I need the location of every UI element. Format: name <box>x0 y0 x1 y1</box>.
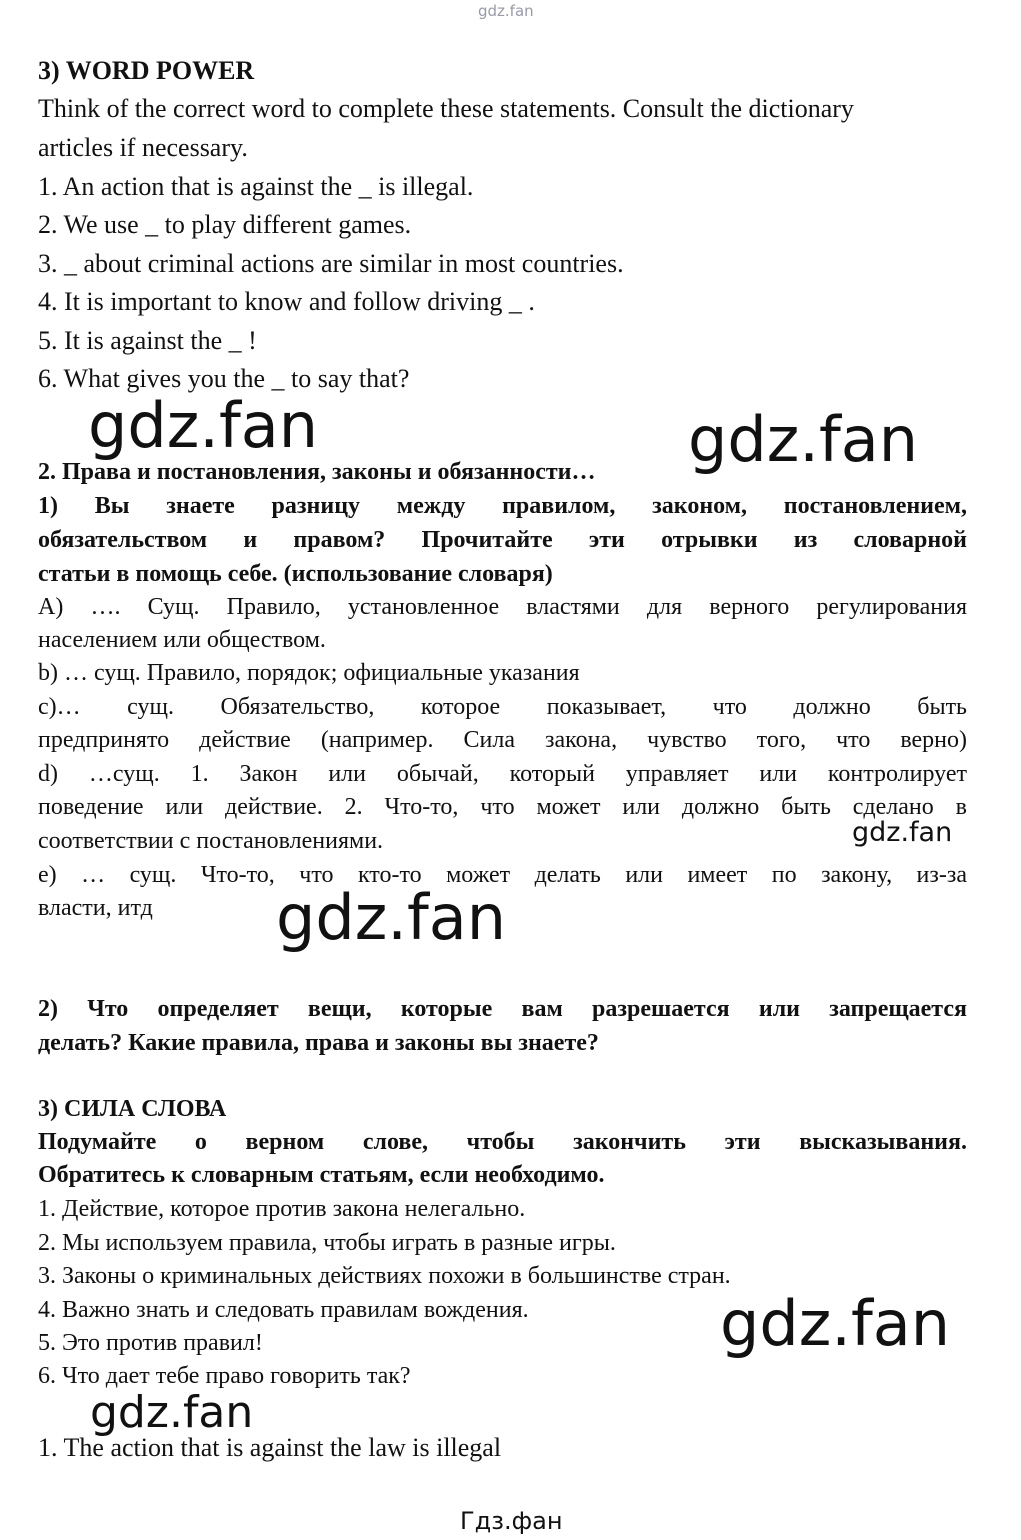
section2-question1-line2: обязательством и правом? Прочитайте эти отрывки из словарной <box>38 527 967 553</box>
section3-instruction-line2: Обратитесь к словарным статьям, если необходимо. <box>38 1162 605 1188</box>
section2-question1-line1: 1) Вы знаете разницу между правилом, законом, постановлением, <box>38 493 967 519</box>
definition-line: населением или обществом. <box>38 627 326 653</box>
russian-item-6: 6. Что дает тебе право говорить так? <box>38 1363 411 1389</box>
definition-line: поведение или действие. 2. Что-то, что может или должно быть сделано в <box>38 794 967 820</box>
section2-question2-line2: делать? Какие правила, права и законы вы знаете? <box>38 1030 599 1056</box>
english-item-3: 3. _ about criminal actions are similar in most countries. <box>38 249 624 278</box>
section2-question2-line1: 2) Что определяет вещи, которые вам разрешается или запрещается <box>38 996 967 1022</box>
russian-item-2: 2. Мы используем правила, чтобы играть в разные игры. <box>38 1230 616 1256</box>
definition-line: предпринято действие (например. Сила закона, чувство того, что верно) <box>38 727 967 753</box>
definition-line: e) … сущ. Что-то, что кто-то может делать или имеет по закону, из-за <box>38 862 967 888</box>
watermark: gdz.fan <box>688 403 919 476</box>
russian-item-1: 1. Действие, которое против закона нелегально. <box>38 1196 526 1222</box>
answer-line: 1. The action that is against the law is illegal <box>38 1433 502 1462</box>
russian-item-4: 4. Важно знать и следовать правилам вождения. <box>38 1297 529 1323</box>
russian-item-5: 5. Это против правил! <box>38 1330 263 1356</box>
intro-line-2: articles if necessary. <box>38 133 248 162</box>
definition-line: соответствии с постановлениями. <box>38 828 384 854</box>
section2-title: 2. Права и постановления, законы и обязанности… <box>38 459 596 485</box>
definition-line: b) … сущ. Правило, порядок; официальные указания <box>38 660 580 686</box>
section2-question1-line3: статьи в помощь себе. (использование словаря) <box>38 561 553 587</box>
watermark: gdz.fan <box>720 1287 951 1360</box>
definition-line: власти, итд <box>38 895 153 921</box>
watermark: gdz.fan <box>90 1387 254 1438</box>
watermark-footer: Гдз.фан <box>460 1507 563 1535</box>
intro-line-1: Think of the correct word to complete these statements. Consult the dictionary <box>38 94 854 123</box>
definition-line: c)… сущ. Обязательство, которое показывает, что должно быть <box>38 694 967 720</box>
russian-item-3: 3. Законы о криминальных действиях похожи в большинстве стран. <box>38 1263 731 1289</box>
section3-instruction-line1: Подумайте о верном слове, чтобы закончить эти высказывания. <box>38 1129 967 1155</box>
english-item-1: 1. An action that is against the _ is illegal. <box>38 172 474 201</box>
definition-line: A) …. Сущ. Правило, установленное властями для верного регулирования <box>38 594 967 620</box>
watermark: gdz.fan <box>852 817 953 848</box>
english-item-4: 4. It is important to know and follow driving _ . <box>38 287 535 316</box>
english-item-2: 2. We use _ to play different games. <box>38 210 412 239</box>
watermark-top: gdz.fan <box>478 2 534 20</box>
english-item-5: 5. It is against the _ ! <box>38 326 257 355</box>
watermark: gdz.fan <box>276 881 507 954</box>
word-power-heading: 3) WORD POWER <box>38 56 255 85</box>
watermark: gdz.fan <box>88 389 319 462</box>
section3-heading: 3) СИЛА СЛОВА <box>38 1096 227 1122</box>
definition-line: d) …сущ. 1. Закон или обычай, который управляет или контролирует <box>38 761 967 787</box>
english-item-6: 6. What gives you the _ to say that? <box>38 364 410 393</box>
